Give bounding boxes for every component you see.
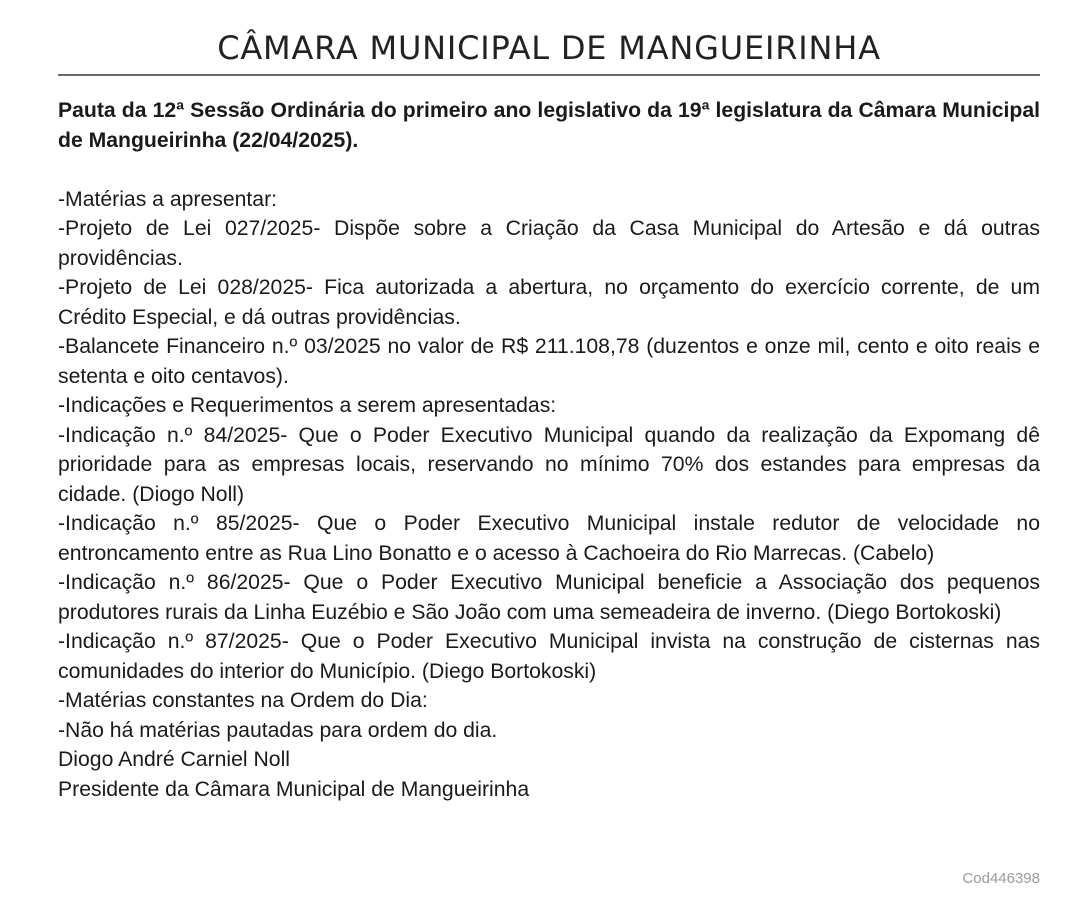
agenda-item-projeto-lei-027: -Projeto de Lei 027/2025- Dispõe sobre a Criação da Casa Municipal do Artesão e dá outras providências.	[58, 217, 1040, 270]
page-header	[58, 0, 1040, 76]
agenda-item-indicacao-86: -Indicação n.º 86/2025- Que o Poder Executivo Municipal beneficie a Associação dos pequenos produtores rurais da Linha Euzébio e São João com uma semeadeira de inverno. (Diego Bortokoski)	[58, 571, 1040, 624]
section-heading-ordem-do-dia: -Matérias constantes na Ordem do Dia:	[58, 689, 428, 712]
document-body	[58, 96, 1040, 804]
agenda-intro: Pauta da 12ª Sessão Ordinária do primeiro ano legislativo da 19ª legislatura da Câmara Municipal de Mangueirinha (22/04/2025).	[58, 99, 1040, 152]
agenda-item-projeto-lei-028: -Projeto de Lei 028/2025- Fica autorizada a abertura, no orçamento do exercício corrente, de um Crédito Especial, e dá outras providências.	[58, 276, 1040, 329]
agenda-item-indicacao-84: -Indicação n.º 84/2025- Que o Poder Executivo Municipal quando da realização da Expomang dê prioridade para as empresas locais, reservando no mínimo 70% dos estandes para empresas da cidade. (Diogo Noll)	[58, 423, 1040, 506]
signature-name: Diogo André Carniel Noll	[58, 748, 291, 771]
page-title: CÂMARA MUNICIPAL DE MANGUEIRINHA	[217, 29, 881, 67]
section-heading-materias-a-apresentar: -Matérias a apresentar:	[58, 187, 278, 211]
ordem-do-dia-note: -Não há matérias pautadas para ordem do dia.	[58, 718, 498, 742]
signature-role: Presidente da Câmara Municipal de Mangueirinha	[58, 777, 530, 801]
agenda-item-balancete: -Balancete Financeiro n.º 03/2025 no valor de R$ 211.108,78 (duzentos e onze mil, cento e oito reais e setenta e oito centavos).	[58, 335, 1040, 388]
agenda-item-indicacao-87: -Indicação n.º 87/2025- Que o Poder Executivo Municipal invista na construção de cisternas nas comunidades do interior do Município. (Diego Bortokoski)	[58, 630, 1040, 683]
publication-code: Cod446398	[962, 870, 1040, 887]
section-heading-indicacoes: -Indicações e Requerimentos a serem apresentadas:	[58, 394, 557, 417]
agenda-item-indicacao-85: -Indicação n.º 85/2025- Que o Poder Executivo Municipal instale redutor de velocidade no entroncamento entre as Rua Lino Bonatto e o acesso à Cachoeira do Rio Marrecas. (Cabelo)	[58, 512, 1040, 565]
